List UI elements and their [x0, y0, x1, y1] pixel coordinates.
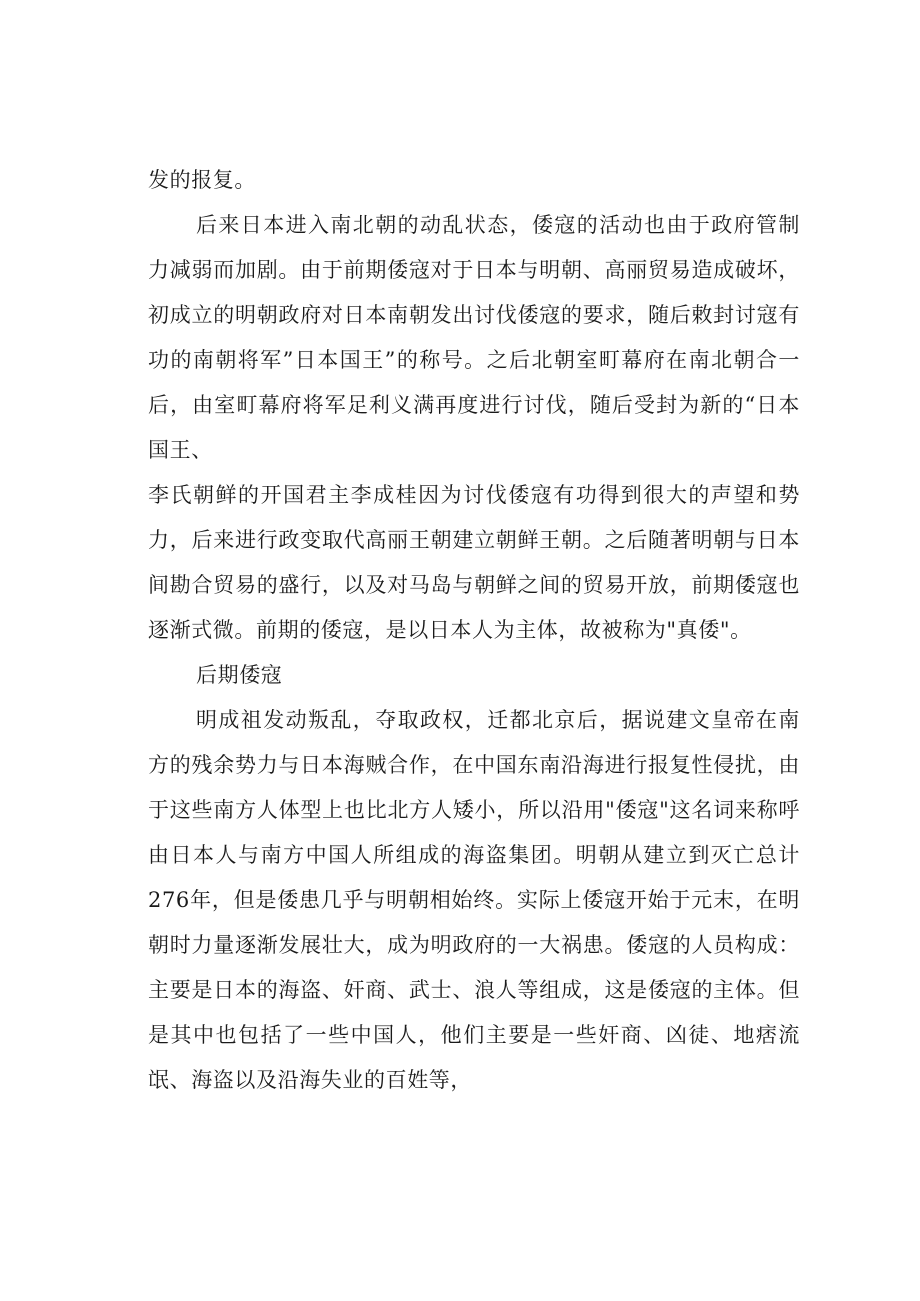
- paragraph-li-seonggye: 李氏朝鲜的开国君主李成桂因为讨伐倭寇有功得到很大的声望和势力，后来进行政变取代高丽王朝建立朝鲜王朝。之后随著明朝与日本间勘合贸易的盛行，以及对马岛与朝鲜之间的贸易开放，前期倭寇也逐渐式微。前期的倭寇，是以日本人为主体，故被称为"真倭"。: [148, 483, 800, 642]
- paragraph-continuation: 发的报复。: [148, 168, 256, 192]
- section-heading-late-wokou: 后期倭寇: [196, 663, 283, 687]
- document-body: [148, 158, 800, 1103]
- paragraph-ming-chengzu: 明成祖发动叛乱，夺取政权，迁都北京后，据说建文皇帝在南方的残余势力与日本海贼合作，在中国东南沿海进行报复性侵扰，由于这些南方人体型上也比北方人矮小，所以沿用"倭寇"这名词来称呼由日本人与南方中国人所组成的海盗集团。明朝从建立到灭亡总计276年，但是倭患几乎与明朝相始终。实际上倭寇开始于元末，在明朝时力量逐渐发展壮大，成为明政府的一大祸患。倭寇的人员构成：主要是日本的海盗、奸商、武士、浪人等组成，这是倭寇的主体。但是其中也包括了一些中国人，他们主要是一些奸商、凶徒、地痞流氓、海盗以及沿海失业的百姓等，: [148, 708, 800, 1092]
- paragraph-nanbeichao: 后来日本进入南北朝的动乱状态，倭寇的活动也由于政府管制力减弱而加剧。由于前期倭寇对于日本与明朝、高丽贸易造成破坏，初成立的明朝政府对日本南朝发出讨伐倭寇的要求，随后敕封讨寇有功的南朝将军”日本国王”的称号。之后北朝室町幕府在南北朝合一后，由室町幕府将军足利义满再度进行讨伐，随后受封为新的“日本国王、: [148, 213, 800, 462]
